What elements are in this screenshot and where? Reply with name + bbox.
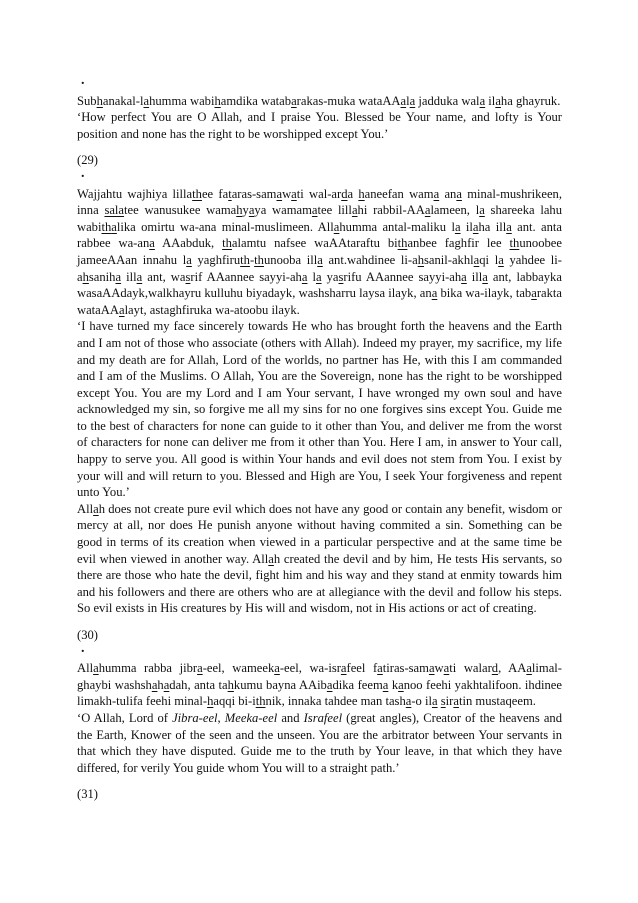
section-number-29: (29) <box>77 153 98 168</box>
arabic-text-placeholder: . <box>81 640 85 656</box>
translation-30: ‘O Allah, Lord of Jibra-eel, Meeka-eel and Israfeel (great angles), Creator of the heavens and the Earth, Knower of the seen and the unseen. You are the arbitrator between Your servants in that which they have disputed. Guide me to the truth by Your leave, in that which they have differed, for verily You guide whom You will to a straight path.’ <box>77 710 563 775</box>
transliteration-28: Subhanakal-lahumma wabihamdika watabarakas-muka wataAAala jadduka wala ilaha ghayruk. <box>77 93 561 108</box>
section-number-30: (30) <box>77 628 98 642</box>
transliteration-30: Allahumma rabba jibra-eel, wameeka-eel, wa-israfeel fatiras-samawati walard, AAalimal-ghaybi washshahadah, anta tahkumu bayna AAibadika feema kanoo feehi yakhtalifoon. ihdinee limakh-tulifa feehi minal-haqqi bi-ithnik, innaka tahdee man tasha-o ila siratin mustaqeem. <box>77 661 562 709</box>
section-number-31: (31) <box>77 787 98 802</box>
commentary-29: Allah does not create pure evil which does not have any good or contain any benefit, wisdom or mercy at all, nor does He punish anyone without having commited a sin. Something can be good in terms of its creation when viewed in a particular perspective and at the same time be evil when viewed in another way. Allah created the devil and by him, He tests His servants, so there are those who hate the devil, fight him and his way and they stand at enmity towards him and his followers and there are others who are at allegiance with the devil and follow his steps. So evil exists in His creatures by His will and wisdom, not in His actions or act of creating. <box>77 501 562 616</box>
arabic-text-placeholder: . <box>81 73 85 88</box>
translation-28: ‘How perfect You are O Allah, and I praise You. Blessed be Your name, and lofty is Your position and none has the right to be worshipped except You.’ <box>77 110 562 141</box>
arabic-text-placeholder: . <box>81 165 85 181</box>
document-page <box>77 73 563 803</box>
translation-29: ‘I have turned my face sincerely towards He who has brought forth the heavens and the Earth and I am not of those who associate (others with Allah). Indeed my prayer, my sacrifice, my life and my death are for Allah, Lord of the worlds, no partner has He, with this I am commanded and I am of the Muslims. O Allah, You are the Sovereign, none has the right to be worshipped except You. You are my Lord and I am Your servant, I have wronged my own soul and have acknowledged my sin, so forgive me all my sins for no one forgives sins except You. Guide me to the best of characters for none can guide to it other than You, and deliver me from the worst of characters for none can deliver me from it other than You. Here I am, in answer to Your call, happy to serve you. All good is within Your hands and evil does not stem from You. I exist by your will and will return to you. Blessed and High are You, I seek Your forgiveness and repent unto You.’ <box>77 319 562 500</box>
transliteration-29: Wajjahtu wajhiya lillathee fataras-samawati wal-arda haneefan wama ana minal-mushrikeen, inna salatee wanusukee wamahyaya wamamatee lillahi rabbil-AAalameen, la shareeka lahu wabithalika omirtu wa-ana minal-muslimeen. Allahumma antal-maliku la ilaha illa ant. anta rabbee wa-ana AAabduk, thalamtu nafsee waAAtaraftu bithanbee faghfir lee thunoobee jameeAAan innahu la yaghfiruth-thunooba illa ant.wahdinee li-ahsanil-akhlaqi la yahdee li-ahsaniha illa ant, wasrif AAannee sayyi-aha la yasrifu AAannee sayyi-aha illa ant, labbayka wasaAAdayk,walkhayru kulluhu biyadayk, washsharru laysa ilayk, ana bika wa-ilayk, tabarakta wataAAalayt, astaghfiruka wa-atoobu ilayk. <box>77 186 563 317</box>
